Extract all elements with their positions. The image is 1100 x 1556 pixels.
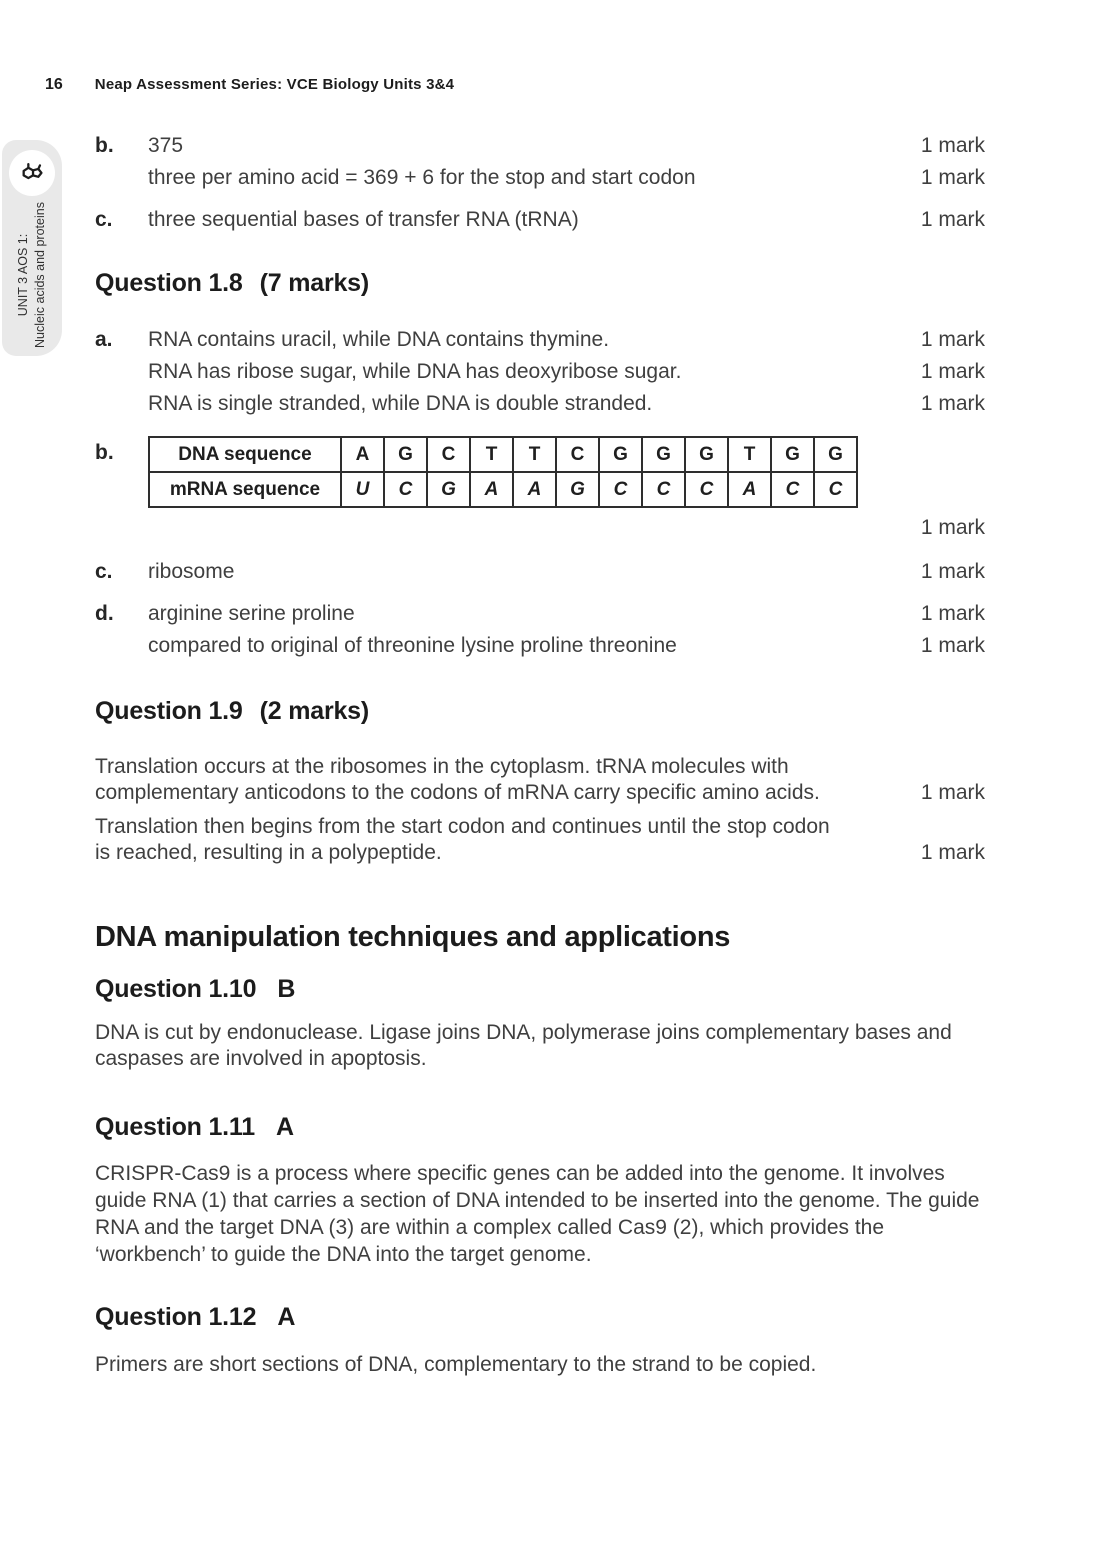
question-heading xyxy=(95,268,985,298)
table-cell: G xyxy=(771,437,814,472)
paragraph-row xyxy=(95,754,985,806)
table-cell: C xyxy=(814,472,857,507)
answer-text: 375 xyxy=(148,134,184,157)
page-number: 16 xyxy=(45,76,63,93)
question-number: Question 1.8 xyxy=(95,269,243,297)
answer-text: arginine serine proline xyxy=(148,602,355,625)
content-column xyxy=(95,0,985,1378)
topic-label: Nucleic acids and proteins xyxy=(33,202,47,348)
answer-letter: A xyxy=(275,1113,294,1141)
table-cell: C xyxy=(384,472,427,507)
table-cell: T xyxy=(728,437,771,472)
question-number: Question 1.9 xyxy=(95,697,243,725)
table-cell: A xyxy=(341,437,384,472)
answer-paragraph: Translation occurs at the ribosomes in the cytoplasm. tRNA molecules with complementary anticodons to the codons of mRNA carry specific amino acids. xyxy=(95,755,820,804)
answer-row-table xyxy=(95,436,985,508)
answer-row xyxy=(95,204,985,236)
question-number: Question 1.10 xyxy=(95,975,257,1003)
mark-value: 1 mark xyxy=(920,516,985,539)
table-cell: G xyxy=(556,472,599,507)
mark-value: 1 mark xyxy=(920,328,985,351)
explanation-paragraph: DNA is cut by endonuclease. Ligase joins DNA, polymerase joins complementary bases and caspases are involved in apoptosis. xyxy=(95,1021,952,1070)
question-heading xyxy=(95,1112,985,1142)
answer-text: RNA contains uracil, while DNA contains thymine. xyxy=(148,328,610,351)
question-marks: (7 marks) xyxy=(259,269,370,297)
table-cell: C xyxy=(556,437,599,472)
mark-row xyxy=(95,514,985,542)
answer-letter: B xyxy=(277,975,296,1003)
answer-text: compared to original of threonine lysine proline threonine xyxy=(148,634,677,657)
table-cell: C xyxy=(427,437,470,472)
answer-label: c. xyxy=(95,560,113,583)
answer-label: c. xyxy=(95,208,113,231)
answer-letter: A xyxy=(277,1303,296,1331)
answer-row xyxy=(95,388,985,420)
question-heading xyxy=(95,1302,985,1332)
unit-label: UNIT 3 AOS 1: xyxy=(16,233,30,317)
answer-text: three per amino acid = 369 + 6 for the stop and start codon xyxy=(148,166,696,189)
mark-value: 1 mark xyxy=(920,392,985,415)
table-cell: T xyxy=(513,437,556,472)
table-cell: G xyxy=(427,472,470,507)
section-heading: DNA manipulation techniques and applications xyxy=(95,921,731,953)
mark-value: 1 mark xyxy=(920,208,985,231)
table-cell: G xyxy=(685,437,728,472)
table-cell: T xyxy=(470,437,513,472)
answer-label: b. xyxy=(95,441,114,464)
table-cell: A xyxy=(728,472,771,507)
question-heading xyxy=(95,696,985,726)
answer-label: a. xyxy=(95,328,113,351)
answer-label: d. xyxy=(95,602,114,625)
table-row-mrna xyxy=(149,472,857,507)
answer-row xyxy=(95,598,985,630)
unit-sidebar-tab xyxy=(2,140,62,356)
table-cell: G xyxy=(384,437,427,472)
mark-value: 1 mark xyxy=(920,634,985,657)
answer-text: ribosome xyxy=(148,560,235,583)
mark-value: 1 mark xyxy=(920,360,985,383)
mark-value: 1 mark xyxy=(920,166,985,189)
table-cell: C xyxy=(642,472,685,507)
answer-text: three sequential bases of transfer RNA (tRNA) xyxy=(148,208,579,231)
mark-value: 1 mark xyxy=(920,560,985,583)
table-cell: A xyxy=(470,472,513,507)
answer-row xyxy=(95,130,985,162)
question-number: Question 1.11 xyxy=(95,1113,255,1141)
table-cell: G xyxy=(814,437,857,472)
mark-value: 1 mark xyxy=(920,781,985,804)
row-header: mRNA sequence xyxy=(149,472,341,507)
unit-tab-label xyxy=(15,188,49,363)
explanation-paragraph: CRISPR-Cas9 is a process where specific genes can be added into the genome. It involves guide RNA (1) that carries a section of DNA intended to be inserted into the genome. The guide RNA and the target DNA (3) are within a complex called Cas9 (2), which provides the ‘workbench’ to guide the DNA into the target genome. xyxy=(95,1162,980,1266)
answer-paragraph: Translation then begins from the start codon and continues until the stop codon is reached, resulting in a polypeptide. xyxy=(95,815,830,864)
mark-value: 1 mark xyxy=(920,841,985,864)
mark-value: 1 mark xyxy=(920,602,985,625)
answer-row xyxy=(95,324,985,356)
row-header: DNA sequence xyxy=(149,437,341,472)
answer-text: RNA has ribose sugar, while DNA has deoxyribose sugar. xyxy=(148,360,682,383)
table-row-dna xyxy=(149,437,857,472)
paragraph-row xyxy=(95,814,985,866)
question-marks: (2 marks) xyxy=(259,697,370,725)
mark-value: 1 mark xyxy=(920,134,985,157)
answer-row xyxy=(95,162,985,194)
table-cell: C xyxy=(771,472,814,507)
table-cell: C xyxy=(599,472,642,507)
explanation-paragraph: Primers are short sections of DNA, complementary to the strand to be copied. xyxy=(95,1353,817,1376)
answer-text: RNA is single stranded, while DNA is double stranded. xyxy=(148,392,653,415)
table-cell: C xyxy=(685,472,728,507)
table-cell: U xyxy=(341,472,384,507)
question-heading xyxy=(95,974,985,1004)
table-cell: G xyxy=(642,437,685,472)
answer-row xyxy=(95,356,985,388)
table-cell: A xyxy=(513,472,556,507)
sequence-table xyxy=(148,436,858,508)
table-cell: G xyxy=(599,437,642,472)
answer-row xyxy=(95,556,985,588)
page-title: Neap Assessment Series: VCE Biology Units 3&4 xyxy=(94,76,455,93)
question-number: Question 1.12 xyxy=(95,1303,257,1331)
answer-label: b. xyxy=(95,134,114,157)
answer-row xyxy=(95,630,985,662)
